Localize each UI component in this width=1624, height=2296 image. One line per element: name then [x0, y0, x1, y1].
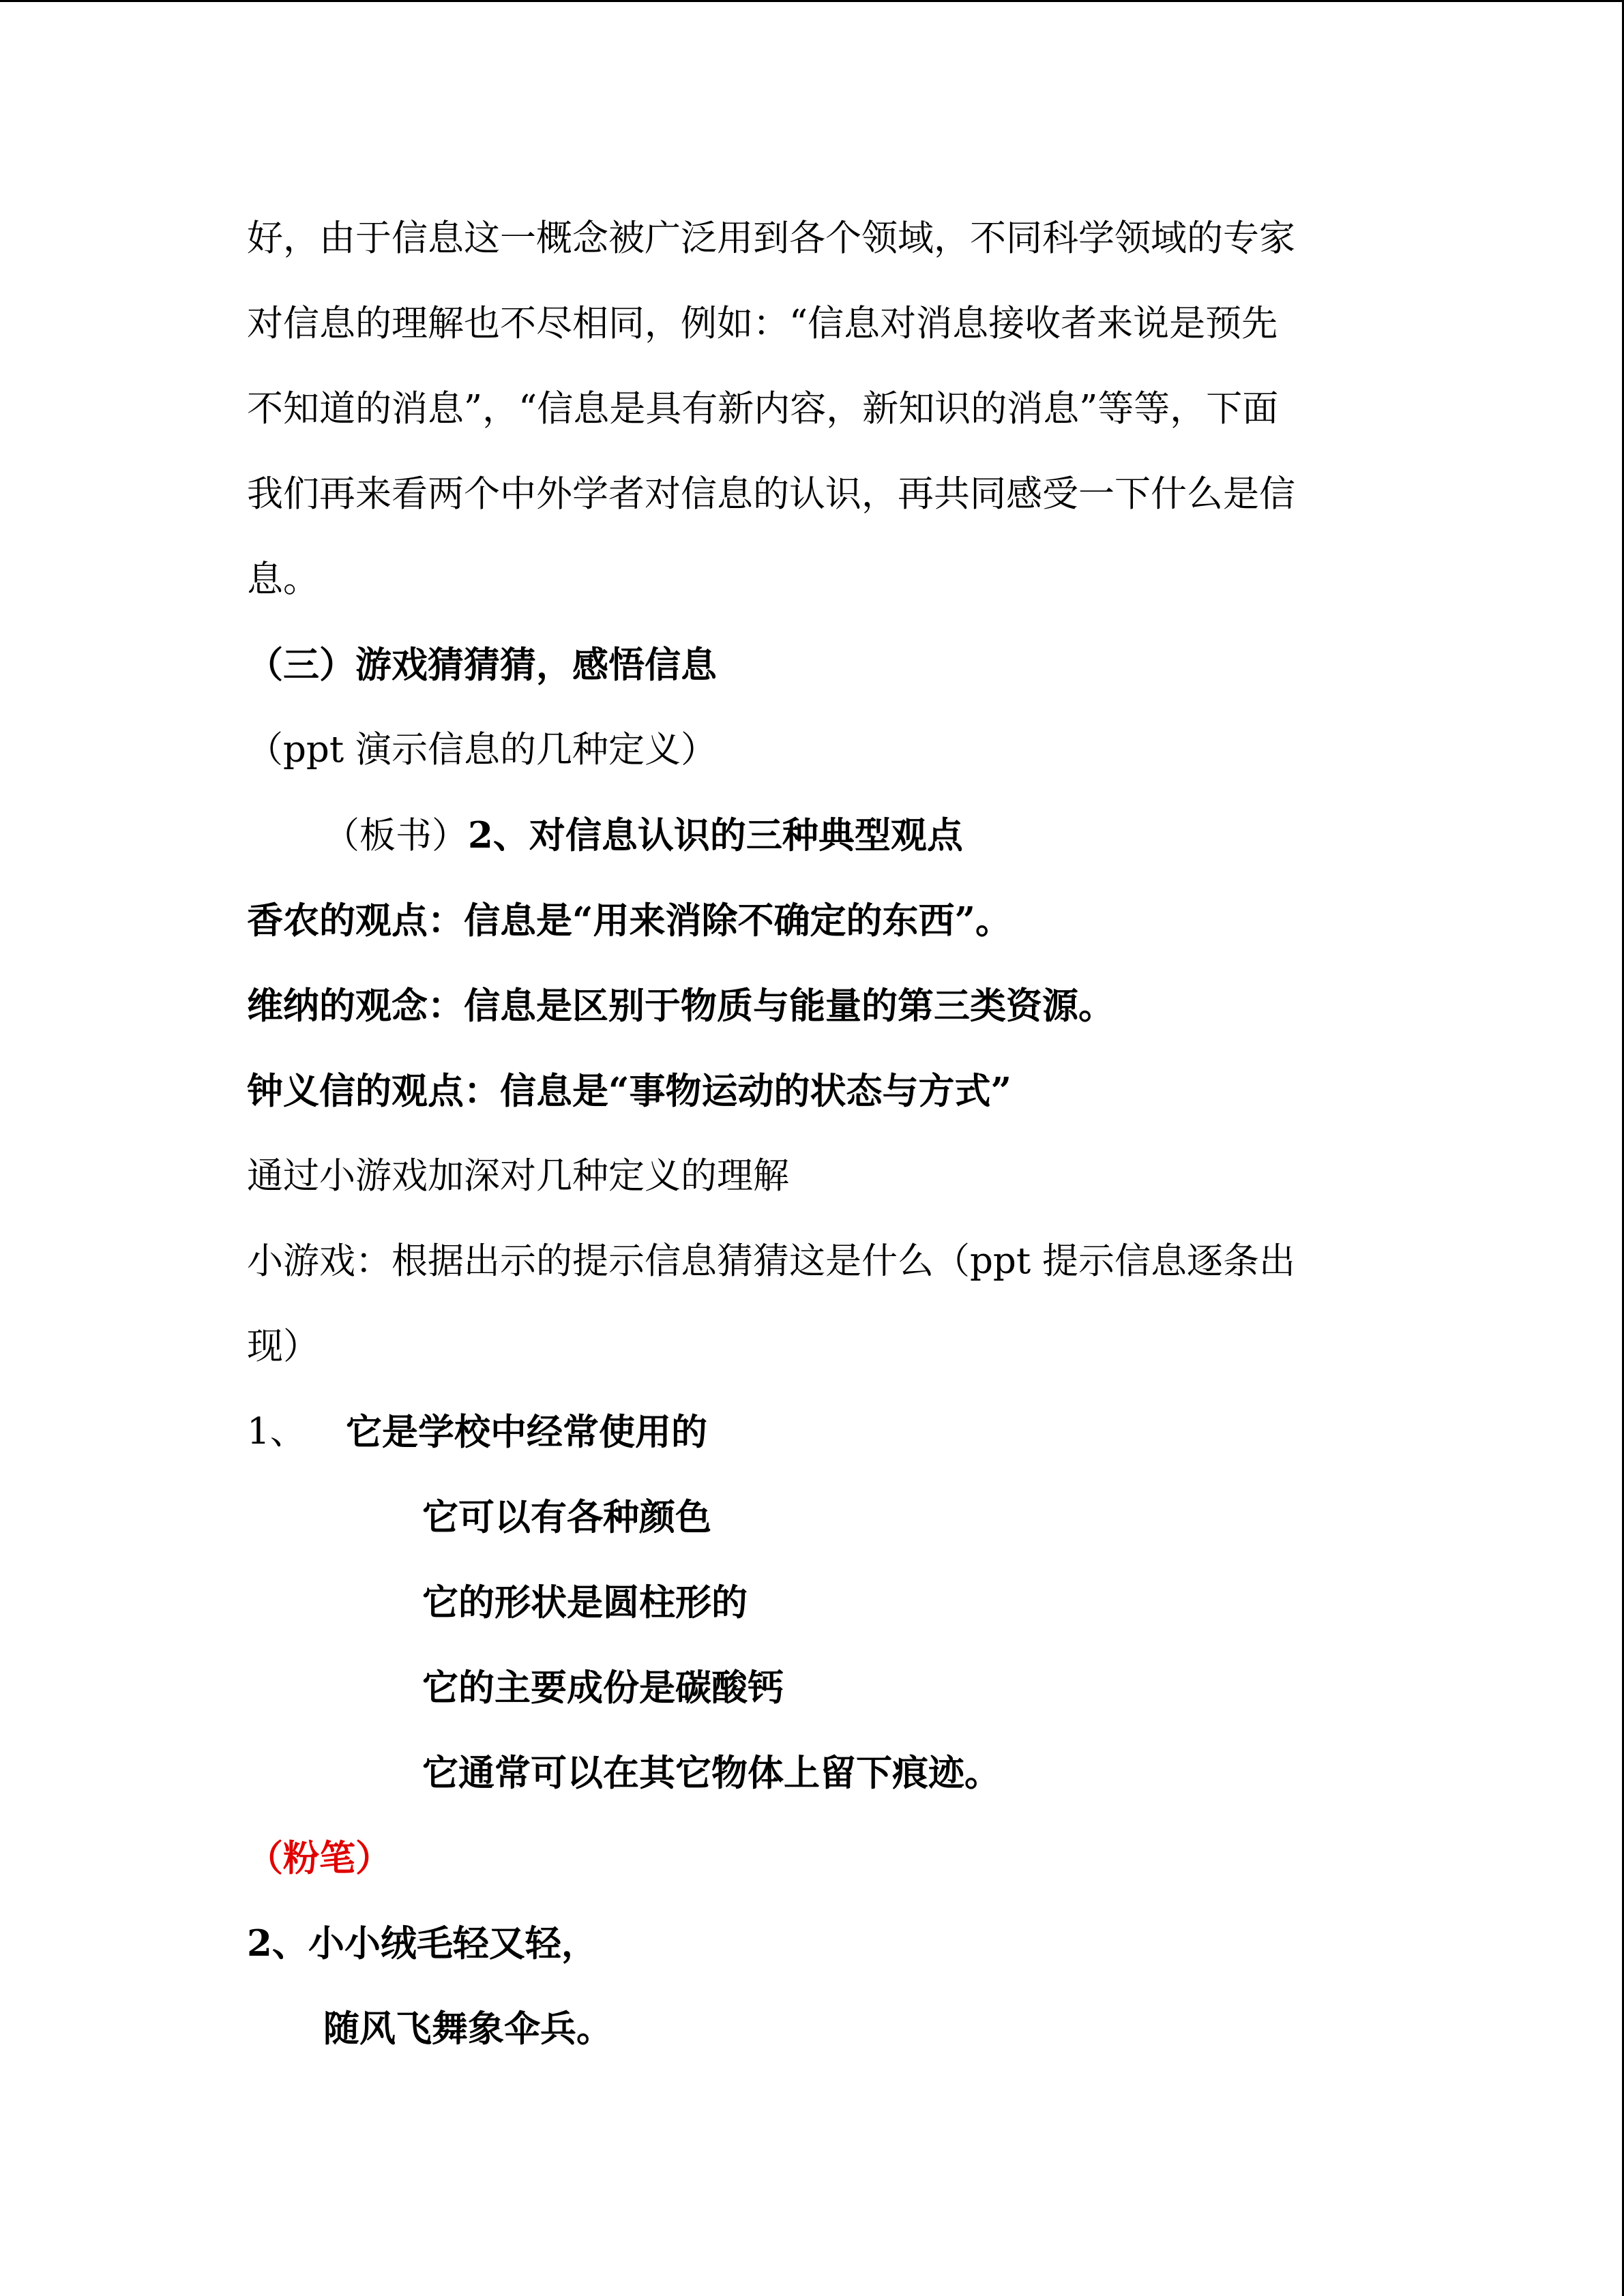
- viewpoint-shannon: 香农的观点：信息是“用来消除不确定的东西”。: [247, 899, 1012, 942]
- viewpoint-zhong: 钟义信的观点：信息是“事物运动的状态与方式”: [247, 1070, 1012, 1112]
- board-note: [323, 811, 963, 859]
- paragraph-line: 不知道的消息”，“信息是具有新内容，新知识的消息”等等，下面: [247, 388, 1279, 430]
- viewpoint-wiener: 维纳的观念：信息是区别于物质与能量的第三类资源。: [247, 985, 1114, 1027]
- ppt-note: （ppt 演示信息的几种定义）: [247, 729, 717, 771]
- board-note-title: 2、对信息认识的三种典型观点: [468, 814, 963, 856]
- paragraph-line: 我们再来看两个中外学者对信息的认识，再共同感受一下什么是信: [247, 473, 1295, 515]
- game-description-line: 现）: [247, 1326, 319, 1367]
- paragraph-line: 息。: [247, 558, 319, 600]
- riddle-1-clue: 它的形状是圆柱形的: [422, 1581, 748, 1624]
- riddle-1-clue: 它可以有各种颜色: [422, 1496, 711, 1538]
- paragraph-line: 好，由于信息这一概念被广泛用到各个领域，不同科学领域的专家: [247, 218, 1295, 259]
- game-intro: 通过小游戏加深对几种定义的理解: [247, 1155, 789, 1197]
- board-note-prefix: （板书）: [323, 815, 468, 856]
- riddle-1-clue: 它的主要成份是碳酸钙: [422, 1667, 784, 1709]
- paragraph-line: 对信息的理解也不尽相同，例如：“信息对消息接收者来说是预先: [247, 303, 1278, 344]
- riddle-1-clue: 它是学校中经常使用的: [346, 1411, 707, 1453]
- riddle-1-clue: 它通常可以在其它物体上留下痕迹。: [422, 1752, 1001, 1794]
- section-heading: （三）游戏猜猜猜，感悟信息: [247, 644, 717, 686]
- riddle-2-line: 2、小小绒毛轻又轻，: [247, 1922, 597, 1965]
- page-top-border: [0, 0, 1624, 2]
- game-description-line: 小游戏：根据出示的提示信息猜猜这是什么（ppt 提示信息逐条出: [247, 1240, 1295, 1282]
- riddle-1-number: 1、: [247, 1411, 306, 1452]
- riddle-2-line: 随风飞舞象伞兵。: [323, 2008, 612, 2050]
- riddle-1-answer: （粉笔）: [247, 1837, 392, 1879]
